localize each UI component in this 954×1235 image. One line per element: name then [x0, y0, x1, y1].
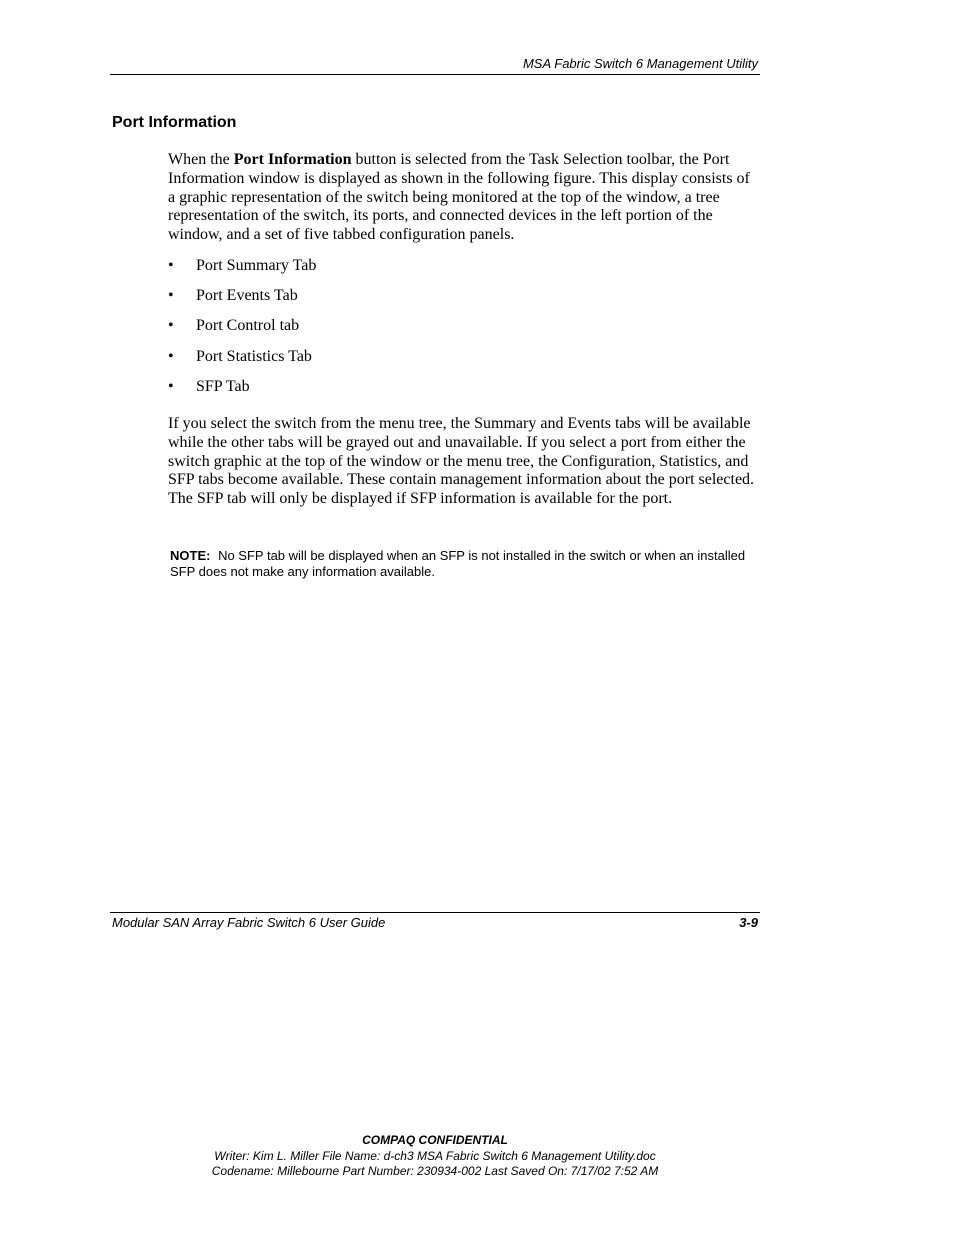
bullet-icon: • — [168, 317, 174, 335]
list-item-label: Port Events Tab — [196, 287, 298, 305]
selection-paragraph: If you select the switch from the menu tree, the Summary and Events tabs will be available while the other tabs will be grayed out and unavailable. If you select a port from either the switch graphic at the top of the window or the menu tree, the Configuration, Statistics, and SFP tabs become available. These contain management information about the port selected. The SFP tab will only be displayed if SFP information is available for the port. — [168, 415, 755, 508]
list-item-label: Port Control tab — [196, 317, 300, 335]
note-text: No SFP tab will be displayed when an SFP is not installed in the switch or when an installed SFP does not make any information available. — [170, 548, 746, 579]
list-item-label: Port Statistics Tab — [196, 347, 312, 365]
bullet-icon: • — [168, 377, 174, 395]
page-number: 3-9 — [739, 915, 758, 930]
list-item-label: Port Summary Tab — [196, 257, 317, 274]
footer-guide-title: Modular SAN Array Fabric Switch 6 User Guide — [112, 915, 386, 930]
confidential-title: COMPAQ CONFIDENTIAL — [362, 1133, 508, 1147]
header-rule — [110, 74, 760, 75]
section-heading: Port Information — [112, 114, 237, 131]
list-item-label: SFP Tab — [196, 377, 250, 395]
note-block — [170, 548, 760, 580]
codename-line: Codename: Millebourne Part Number: 230934-002 Last Saved On: 7/17/02 7:52 AM — [211, 1164, 659, 1178]
intro-prefix: When the — [168, 151, 234, 168]
intro-suffix: button is selected from the Task Selection toolbar, the Port Information window is displayed as shown in the following figure. This display consists of a graphic representation of the switch being monitored at the top of the window, a tree representation of the switch, its ports, and connected devices in the left portion of the window, and a set of five tabbed configuration panels. — [168, 151, 750, 244]
intro-paragraph — [168, 151, 758, 245]
bullet-icon: • — [168, 347, 174, 365]
bullet-icon: • — [168, 287, 174, 305]
note-label: NOTE: — [170, 548, 211, 563]
running-header-title: MSA Fabric Switch 6 Management Utility — [522, 56, 758, 71]
writer-line: Writer: Kim L. Miller File Name: d-ch3 MSA Fabric Switch 6 Management Utility.doc — [214, 1148, 656, 1163]
confidential-block — [0, 1133, 870, 1180]
bullet-icon: • — [168, 257, 174, 274]
intro-bold-term: Port Information — [233, 151, 352, 168]
footer-rule — [110, 912, 760, 913]
